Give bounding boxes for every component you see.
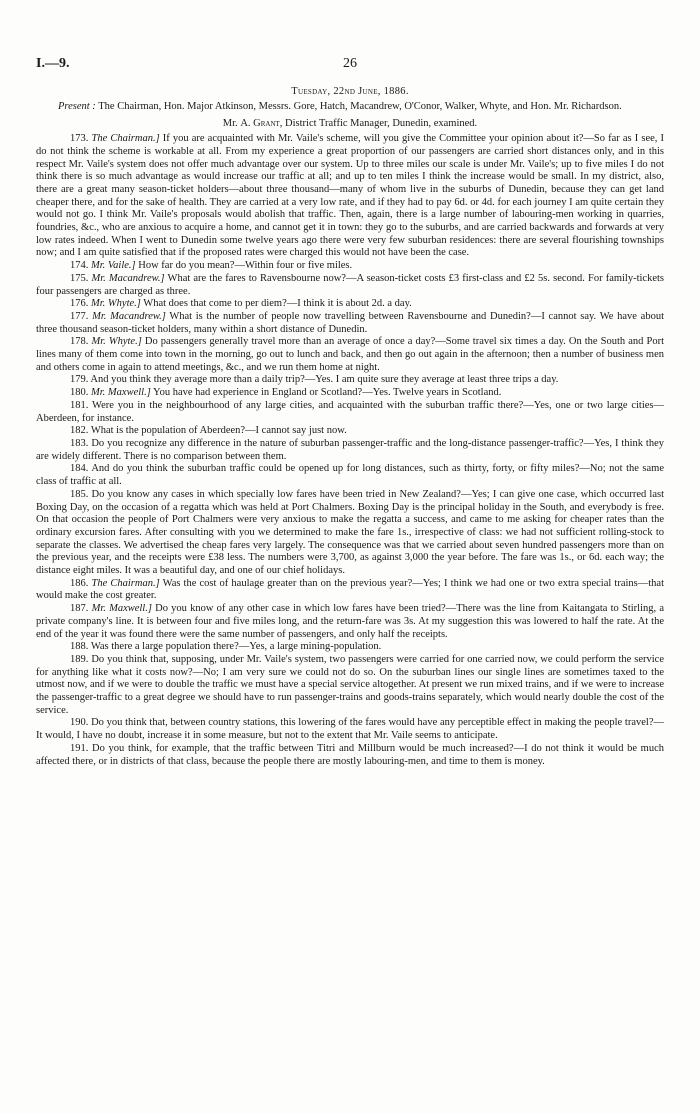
question-text: What does that come to per diem?—I think it is about 2d. a day. (140, 298, 412, 310)
witness-prefix: Mr. (222, 118, 241, 130)
question-number: 173. (70, 133, 89, 145)
speaker-name: Mr. Vaile.] (91, 260, 136, 272)
question-paragraph (36, 717, 664, 742)
question-number: 186. (70, 577, 89, 589)
question-paragraph (36, 603, 664, 641)
question-paragraph (36, 489, 664, 578)
question-paragraph (36, 387, 664, 400)
document-reference: I.—9. (36, 56, 70, 71)
question-text: What is the population of Aberdeen?—I cannot say just now. (90, 425, 347, 437)
question-text: What are the fares to Ravensbourne now?—A season-ticket costs £3 first-class and £2 5s. second. For family-tickets four passengers are charged as three. (36, 272, 665, 297)
question-number: 174. (70, 260, 89, 272)
question-number: 189. (70, 653, 89, 665)
speaker-name: The Chairman.] (91, 133, 160, 145)
question-number: 182. (70, 425, 89, 437)
question-text: How far do you mean?—Within four or five miles. (135, 260, 353, 272)
question-number: 188. (70, 641, 89, 653)
question-text: Were you in the neighbourhood of any large cities, and acquainted with the suburban traffic there?—Yes, one or two large cities—Aberdeen, for instance. (36, 399, 665, 424)
question-number: 175. (70, 272, 89, 284)
question-paragraph (36, 260, 664, 273)
speaker-name: Mr. Macandrew.] (91, 272, 165, 284)
speaker-name: Mr. Whyte.] (91, 336, 142, 348)
question-text: If you are acquainted with Mr. Vaile's scheme, will you give the Committee your opinion about it?—So far as I see, I do not think the scheme is workable at all. From my experience a great proportion of our passengers are carried short distances only, and in this respect Mr. Vaile's system does not offer much advantage over our system. Up to three miles our scale is under Mr. Vaile's; up to five miles I do not think there is so much advantage as would increase our traffic at all; and up to ten miles I think the increase would be small. In my district, also, there are a great many season-ticket holders—about three thousand—many of whom live in the suburbs of Dunedin, because they can get land cheaper there, and for the sake of health. They are carried at a very low rate, and if they had to pay 6d. or 4d. for each journey I am quite certain they would not go. I think Mr. Vaile's proposals would abolish that traffic. Then, again, there is a large number of labouring-men working in quarries, foundries, &c., who are anxious to acquire a home, and cannot get it in town: they go to the suburbs, and are carried backwards and forwards at very low rates indeed. When I went to Dunedin some twelve years ago there were very few suburban residences: there are several flourishing townships now; and I am quite satisfied that if the proposed rates were charged this would not have been the case. (36, 133, 665, 259)
question-text: And do you think the suburban traffic could be opened up for long distances, such as thirty, forty, or fifty miles?—No; not the same class of traffic at all. (36, 463, 665, 488)
question-number: 185. (70, 488, 89, 500)
question-text: Do you recognize any difference in the nature of suburban passenger-traffic and the long-distance passenger-traffic?—Yes, I think they are widely different. There is no comparison between them. (36, 437, 665, 462)
question-number: 191. (70, 742, 89, 754)
question-text: Do you think, for example, that the traffic between Titri and Millburn would be much increased?—I do not think it would be much affected there, or in districts of that class, because the people there are mostly labouring-men, and time to them is money. (36, 742, 665, 767)
question-number: 184. (70, 463, 89, 475)
question-text: Was there a large population there?—Yes, a large mining-population. (90, 641, 382, 653)
speaker-name: Mr. Macandrew.] (92, 310, 166, 322)
question-paragraph (36, 298, 664, 311)
question-number: 180. (70, 387, 89, 399)
witness-line (36, 118, 664, 131)
present-members (36, 101, 664, 114)
speaker-name: Mr. Maxwell.] (91, 387, 151, 399)
question-paragraph (36, 743, 664, 768)
question-paragraph (36, 311, 664, 336)
question-paragraph (36, 400, 664, 425)
session-date: Tuesday, 22nd June, 1886. (291, 86, 409, 97)
question-paragraph (36, 641, 664, 654)
question-paragraph (36, 578, 664, 603)
question-number: 178. (70, 336, 89, 348)
question-number: 183. (70, 437, 89, 449)
question-number: 187. (70, 603, 89, 615)
question-paragraph (36, 654, 664, 718)
document-body (36, 86, 664, 768)
question-text: Do you think that, supposing, under Mr. Vaile's system, two passengers were carried for one carried now, we could perform the service for anything like what it costs now?—No; I am very sure we could not do so. On the suburban lines our single lines are sometimes taxed to the utmost now, and if we were to double the traffic we must have a special service altogether. At present we run mixed trains, and if we were to increase the passenger-traffic to a great degree we should have to run passenger-trains and goods-trains separately, which would nearly double the cost of the service. (36, 653, 664, 716)
question-text: What is the number of people now travelling between Ravensbourne and Dunedin?—I cannot say. We have about three thousand season-ticket holders, many within a short distance of Dunedin. (36, 310, 664, 335)
present-label: Present : (58, 100, 96, 112)
page-header (36, 56, 664, 74)
question-text: Do passengers generally travel more than an average of once a day?—Some travel six times a day. On the South and Port lines many of them come into town in the morning, go out to lunch and back, and then go out again in the afternoon; then a number of business men and others come in again to attend meetings, &c., and we run them home at night. (36, 336, 665, 373)
question-number: 181. (70, 399, 89, 411)
question-number: 176. (70, 298, 89, 310)
question-text: And you think they average more than a daily trip?—Yes. I am quite sure they average at least three trips a day. (90, 374, 559, 386)
question-number: 179. (70, 374, 89, 386)
question-text: Was the cost of haulage greater than on the previous year?—Yes; I think we had one or two extra special trains—that would make the cost greater. (36, 577, 664, 602)
question-paragraph (36, 273, 664, 298)
witness-description: , District Traffic Manager, Dunedin, examined. (279, 118, 478, 130)
question-paragraph (36, 133, 664, 260)
speaker-name: Mr. Maxwell.] (91, 603, 152, 615)
speaker-name: The Chairman.] (91, 577, 160, 589)
question-text: You have had experience in England or Scotland?—Yes. Twelve years in Scotland. (150, 387, 502, 399)
question-text: Do you know of any other case in which low fares have been tried?—There was the line from Kaitangata to Stirling, a private company's line. It is between four and five miles long, and the return-fare was 3s. At my suggestion this was lowered to half the rate. At the end of the year it was found there were the same number of passengers, and only half the receipts. (36, 603, 664, 640)
question-paragraph (36, 336, 664, 374)
present-list: The Chairman, Hon. Major Atkinson, Messrs. Gore, Hatch, Macandrew, O'Conor, Walker, Whyte, and Hon. Mr. Richardson. (95, 100, 622, 112)
question-list (36, 133, 664, 768)
question-paragraph (36, 425, 664, 438)
question-paragraph (36, 463, 664, 488)
witness-name: A. Grant (240, 118, 280, 130)
page-number: 26 (343, 56, 357, 71)
question-text: Do you think that, between country stations, this lowering of the fares would have any perceptible effect in making the people travel?—It would, I have no doubt, increase it in some measure, but not to the extent that Mr. Vaile seems to anticipate. (36, 717, 664, 742)
speaker-name: Mr. Whyte.] (91, 298, 141, 310)
question-paragraph (36, 374, 664, 387)
question-paragraph (36, 438, 664, 463)
question-number: 177. (70, 310, 89, 322)
question-number: 190. (70, 717, 89, 729)
question-text: Do you know any cases in which specially low fares have been tried in New Zealand?—Yes; I can give one case, which occurred last Boxing Day, on the occasion of a regatta which was held at Port Chalmers. Boxing Day is the principal holiday in the South, and everybody is free. On that occasion the people of Port Chalmers were very anxious to make the regatta a success, and came to me asking for cheaper rates than the ordinary excursion fares. After consulting with you we determined to make the fare 1s., irrespective of class: we had not sufficient rolling-stock to separate the classes. We advertised the cheap fares very largely. The consequence was that we carried about seven hundred passengers more than on the previous year, and the receipts were £38 less. The numbers were 3,700, as against 3,000 the year before. The fare was 1s., or 6d. each way; the distance eight miles. It was a beautiful day, and one of our chief holidays. (36, 488, 664, 577)
